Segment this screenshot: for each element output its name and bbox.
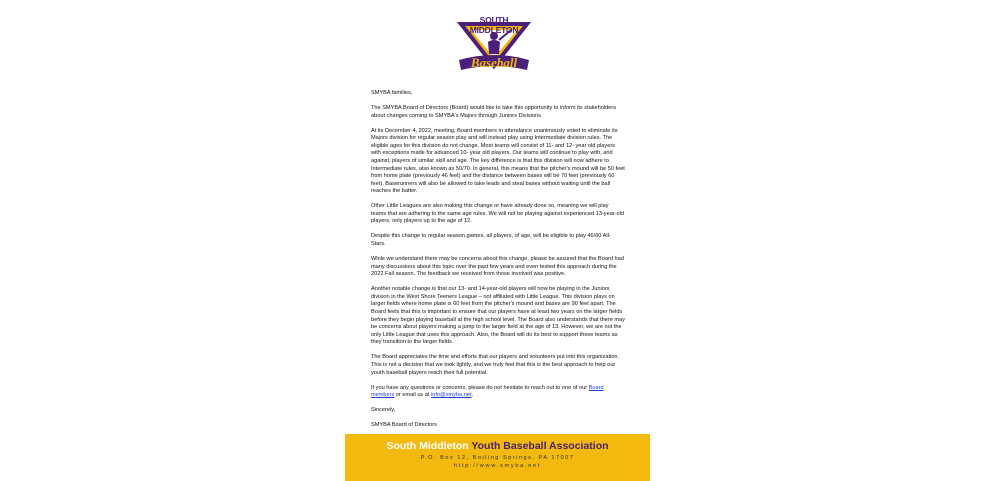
email-link[interactable]: info@smyba.net — [431, 392, 472, 399]
contact-text-end: . — [471, 392, 474, 399]
paragraph-concerns: While we understand there may be concerns about this change, please be assured that the Board had many discussions about this topic over the past few years and even tested this approach during the 2022 Fall season. The feedback we received from those involved was positive. — [371, 256, 624, 278]
greeting: SMYBA families, — [371, 90, 413, 96]
paragraph-appreciation: The Board appreciates the time and efforts that our players and volunteers put into this organization. This is not a decision that we took lightly, and we truly feel that this is the best approach to help our youth baseball players reach their full potential. — [371, 354, 620, 376]
paragraph-all-stars: Despite this change to regular season games, all players, of age, will be eligible to play 46/60 All-Stars. — [371, 233, 611, 248]
paragraph-juniors: Another notable change is that our 13- and 14-year-old players will now be playing in the Juniors division in the West Shore Teeners League – not affiliated with Little League. This division plays on larger fields where home plate is 60 feet from the pitcher's mound and bases are 90 feet apart. The Board feels that this is important to ensure that our players have at least two years on the larger fields before they begin playing baseball at the high school level. The Board also understands that there may be concerns about players making a jump to the larger field at the age of 13. However, we are not the only Little League that uses this approach. Also, the Board will do its best to support these teams as they transition to the larger fields. — [371, 286, 625, 346]
closing: Sincerely, — [371, 407, 396, 414]
signature: SMYBA Board of Directors — [371, 422, 437, 429]
contact-text-mid: or email us at — [394, 392, 431, 399]
board-members-link[interactable]: Board members — [371, 384, 604, 399]
footer-title — [345, 440, 650, 452]
footer-address: P.O. Box 12, Boiling Springs, PA 17007 — [420, 455, 575, 461]
logo — [455, 14, 533, 76]
logo-script-text: Baseball — [470, 55, 518, 70]
paragraph-other-leagues: Other Little Leagues are also making this change or have already done so, meaning we will play teams that are adhering to the same age rules. We will not be playing against experienced 13-year-old players, only players up to the age of 12. — [371, 203, 625, 225]
footer-url: http://www.smyba.net — [453, 463, 542, 469]
footer-title-part1: South Middleton — [386, 440, 469, 452]
logo-top-text: SOUTH MIDDLETON — [469, 15, 519, 35]
paragraph-intro: The SMYBA Board of Directors (Board) would like to take this opportunity to inform its stakeholders about changes coming to SMYBA's Majors through Juniors Divisions. — [371, 104, 616, 119]
contact-text-start: If you have any questions or concerns, please do not hesitate to reach out to one of our — [371, 384, 589, 391]
footer-title-part2: Youth Baseball Association — [471, 440, 609, 452]
paragraph-contact — [371, 385, 625, 400]
letter-body — [371, 90, 625, 437]
paragraph-majors-change: At its December 4, 2022, meeting, Board members in attendance unanimously voted to eliminate its Majors division for regular season play and will instead play using Intermediate division rules. The eligible ages for this division do not change. Most teams will consist of 11- and 12- year old players with exceptions made for advanced 10- year old players. Our teams will continue to play with, and against, players of similar skill and age. The key difference is that this division will now adhere to Intermediate rules, also known as 50/70. In general, this means that the pitcher's mound will be 50 feet from home plate (previously 46 feet) and the distance between bases will be 70 feet (previously 60 feet). Baserunners will also be allowed to take leads and steal bases without waiting until the ball reaches the batter. — [371, 127, 625, 195]
footer-banner — [345, 434, 650, 481]
